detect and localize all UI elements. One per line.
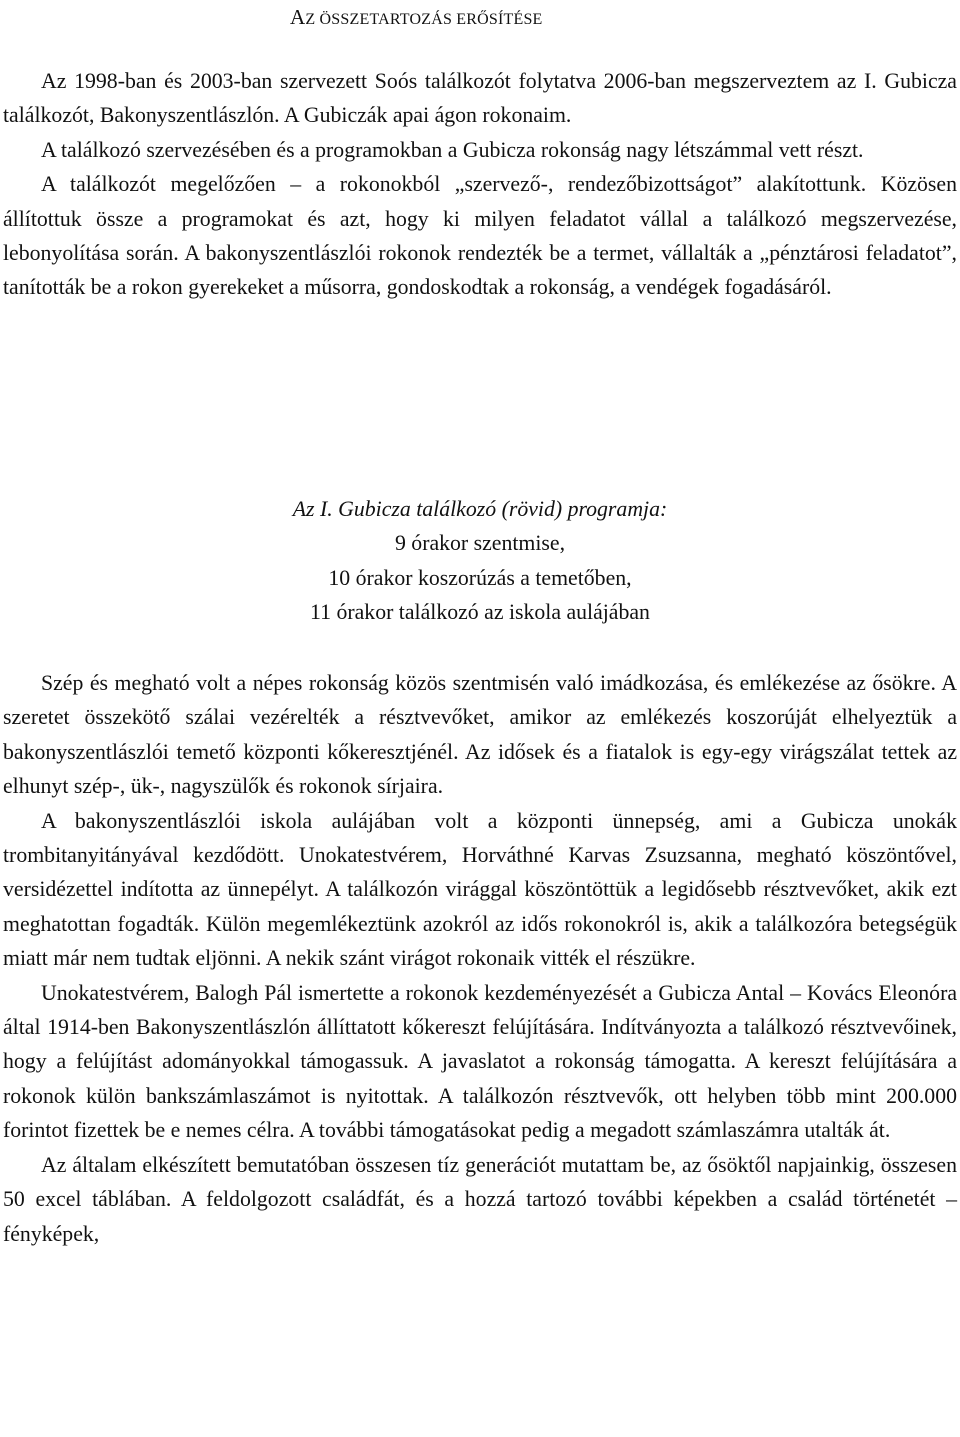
intro-section <box>3 64 957 305</box>
body-paragraph-4: Az általam elkészített bemutatóban összesen tíz generációt mutattam be, az ősöktől napjainkig, összesen 50 excel táblában. A feldolgozott családfát, és a hozzá tartozó további képekben a család történetét – fényképek, <box>3 1152 957 1246</box>
body-paragraph-1: Szép és megható volt a népes rokonság közös szentmisén való imádkozása, és emlékezése az ősökre. A szeretet összekötő szálai vezérelték a résztvevőket, amikor az emlékezés koszorúját elhelyeztük a bakonyszentlászlói temető központi kőkeresztjénél. Az idősek és a fiatalok is egy-egy virágszálat tettek az elhunyt szép-, ük-, nagyszülők és rokonok sírjaira. <box>3 671 957 799</box>
title-initial: A <box>290 5 306 29</box>
intro-paragraph-2: A találkozó szervezésében és a programokban a Gubicza rokonság nagy létszámmal vett részt. <box>41 137 864 162</box>
body-paragraph-2: A bakonyszentlászlói iskola aulájában volt a központi ünnepség, ami a Gubicza unokák trombitanyitányával kezdődött. Unokatestvérem, Horváthné Karvas Zsuzsanna, megható köszöntővel, versidézettel indította az ünnepélyt. A találkozón virággal köszöntöttük a legidősebb résztvevőket, akik ezt meghatottan fogadták. Külön megemlékeztünk azokról az idős rokonokról is, akik a találkozóra betegségük miatt már nem tudtak eljönni. A nekik szánt virágot rokonaik vitték el részükre. <box>3 808 957 971</box>
program-item-2: 10 órakor koszorúzás a temetőben, <box>328 565 632 590</box>
program-item-3: 11 órakor találkozó az iskola aulájában <box>310 600 650 625</box>
program-block <box>0 492 960 630</box>
document-title <box>290 2 543 35</box>
program-title: Az I. Gubicza találkozó (rövid) programja: <box>292 497 668 521</box>
intro-paragraph-1: Az 1998-ban és 2003-ban szervezett Soós találkozót folytatva 2006-ban megszerveztem az I. Gubicza találkozót, Bakonyszentlászlón. A Gubiczák apai ágon rokonaim. <box>3 69 957 128</box>
body-paragraph-3: Unokatestvérem, Balogh Pál ismertette a rokonok kezdeményezését a Gubicza Antal – Kovács Eleonóra által 1914-ben Bakonyszentlászlón állíttatott kőkereszt felújítására. Indítványozta a találkozó résztvevőinek, hogy a felújítást adományokkal támogassuk. A javaslatot a rokonság támogatta. A kereszt felújítására a rokonok külön bankszámlaszámot is nyitottak. A találkozón résztvevők, ott helyben több mint 200.000 forintot fizettek be e nemes célra. A további támogatásokat pedig a megadott számlaszámra utalták át. <box>3 980 957 1143</box>
body-section <box>3 666 957 1251</box>
program-item-1: 9 órakor szentmise, <box>394 531 566 556</box>
title-small-caps: Z ÖSSZETARTOZÁS ERŐSÍTÉSE <box>305 11 543 28</box>
intro-paragraph-3: A találkozót megelőzően – a rokonokból „szervező-, rendezőbizottságot” alakítottunk. Közösen állítottuk össze a programokat és azt, hogy ki milyen feladatot vállal a találkozó megszervezése, lebonyolítása során. A bakonyszentlászlói rokonok rendezték be a termet, vállalták a „pénztárosi feladatot”, tanították be a rokon gyerekeket a műsorra, gondoskodtak a rokonság, a vendégek fogadásáról. <box>3 172 957 300</box>
